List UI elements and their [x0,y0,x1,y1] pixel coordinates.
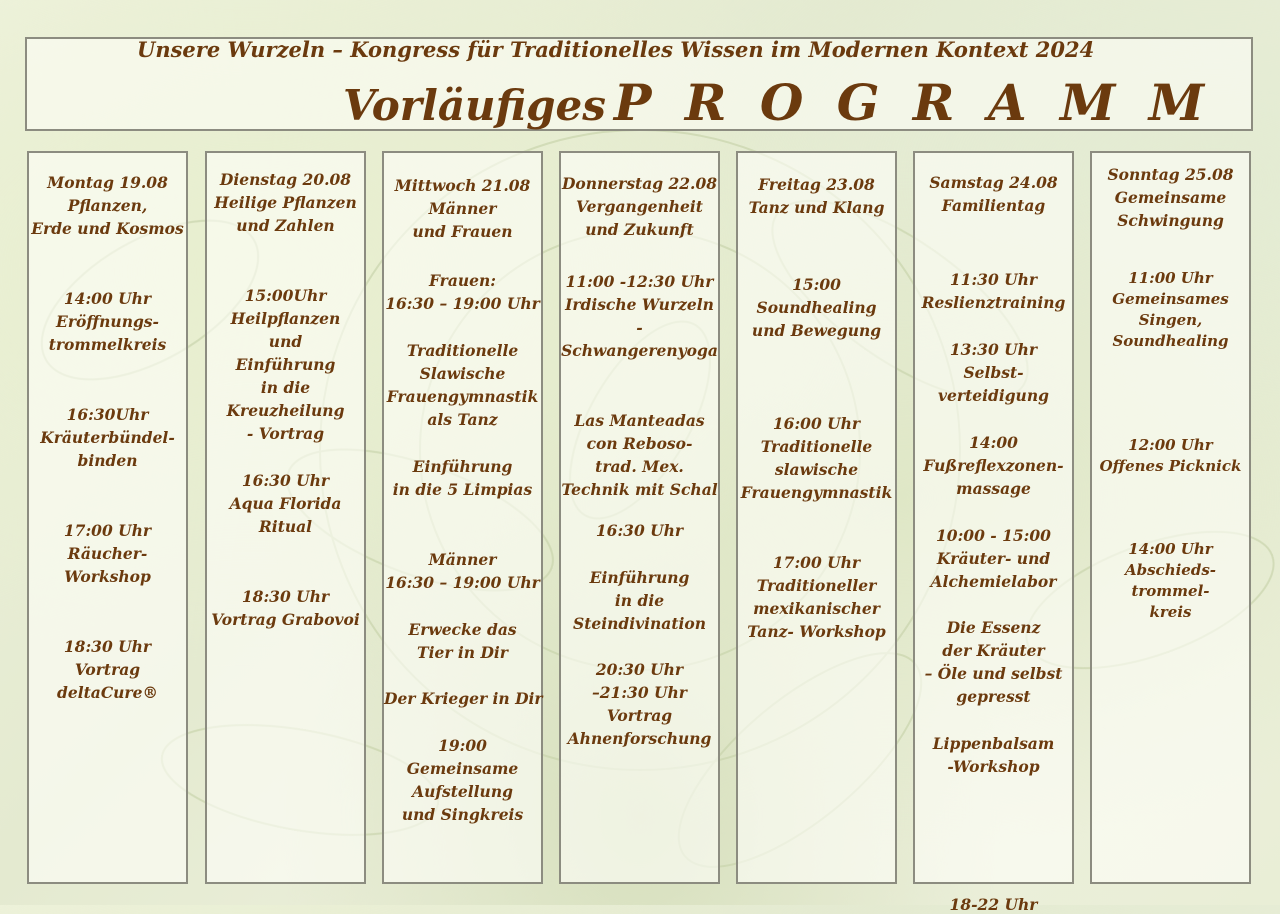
event: 19:00 Gemeinsame Aufstellung und Singkreis [401,736,524,824]
event: Einführung in die 5 Limpias [392,457,533,499]
day-heading: Freitag 23.08 Tanz und Klang [748,175,885,217]
title-main: P R O G R A M M [613,73,1213,132]
event: 11:00 Uhr Gemeinsames Singen, Soundhealing [1112,269,1229,350]
event: 17:00 Uhr Traditioneller mexikanischer Tanz- Workshop [747,553,886,641]
day-heading: Donnerstag 22.08 Vergangenheit und Zukunft [561,174,718,239]
event: 17:00 Uhr Räucher- Workshop [63,521,152,586]
event: 11:30 Uhr Reslienztraining [921,270,1066,312]
day-heading: Montag 19.08 Pflanzen, Erde und Kosmos [31,173,184,238]
event: 14:00 Uhr Eröffnungs- trommelkreis [48,289,167,354]
day-column-saturday [913,151,1074,884]
day-column-friday [736,151,897,884]
event: 15:00 Soundhealing und Bewegung [751,275,882,340]
event: Lippenbalsam -Workshop [932,734,1055,776]
day-heading: Dienstag 20.08 Heilige Pflanzen und Zahlen [214,170,357,235]
congress-subtitle: Unsere Wurzeln – Kongress für Traditionelles Wissen im Modernen Kontext 2024 [137,37,1095,62]
day-heading: Sonntag 25.08 Gemeinsame Schwingung [1107,165,1234,230]
event: Traditionelle Slawische Frauengymnastik als Tanz [386,341,539,429]
day-heading: Samstag 24.08 Familientag [929,173,1058,215]
event: Männer 16:30 – 19:00 Uhr [385,550,540,592]
event: Der Krieger in Dir [384,689,543,708]
event: 15:00Uhr Heilpflanzen und Einführung in die Kreuzheilung - Vortrag [226,286,345,443]
event: 11:00 -12:30 Uhr Irdische Wurzeln - Schwangerenyoga [561,272,718,360]
day-column-monday [27,151,188,884]
title-prefix: Vorläufiges [343,81,606,130]
event: 12:00 Uhr Offenes Picknick [1099,436,1242,475]
day-column-sunday [1090,151,1251,884]
event: 18:30 Uhr Vortrag Grabovoi [211,587,360,629]
event: Einführung in die Steindivination [573,568,706,633]
event: 16:30 Uhr Aqua Florida Ritual [229,471,342,536]
event: 10:00 - 15:00 Kräuter- und Alchemielabor [930,526,1057,591]
event: 20:30 Uhr –21:30 Uhr Vortrag Ahnenforschung [567,660,712,748]
cut-off-event-text: 18-22 Uhr [949,895,1038,914]
day-heading: Mittwoch 21.08 Männer und Frauen [394,176,531,241]
event: 16:30 Uhr [595,521,684,540]
event: 16:00 Uhr Traditionelle slawische Frauengymnastik [740,414,893,502]
event: Erwecke das Tier in Dir [408,620,517,662]
event: 16:30Uhr Kräuterbündel- binden [40,405,175,470]
event: 14:00 Fußreflexzonen- massage [923,433,1064,498]
event: 18:30 Uhr Vortrag deltaCure® [57,637,158,702]
program-header [25,37,1253,131]
day-column-tuesday [205,151,366,884]
event: 13:30 Uhr Selbst- verteidigung [938,340,1049,405]
event: 14:00 Uhr Abschieds- trommel- kreis [1124,540,1216,621]
event: Die Essenz der Kräuter – Öle und selbst gepresst [924,618,1063,706]
day-column-thursday [559,151,720,884]
event: Las Manteadas con Reboso- trad. Mex. Technik mit Schal [561,411,718,499]
program-title [343,73,1212,133]
event: Frauen: 16:30 – 19:00 Uhr [385,271,540,313]
day-column-wednesday [382,151,543,884]
